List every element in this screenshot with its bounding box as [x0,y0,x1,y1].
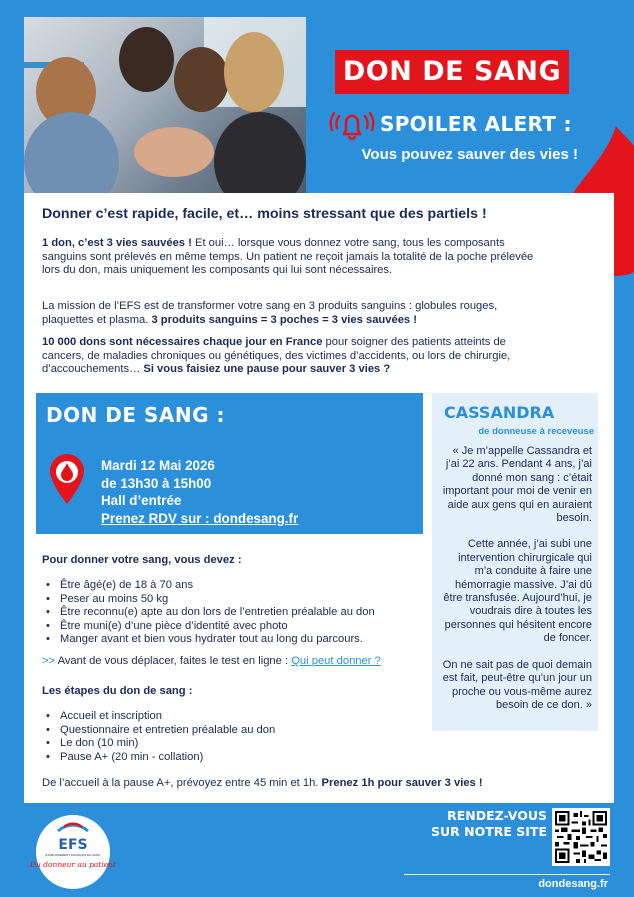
intro-p3-text: pour soigner des patients atteints de cancers, de maladies chroniques ou génétiques, des victimes d’accidents, ou lors de chirurgie, d’accouchements… [42,336,511,376]
intro-p3-bold: 10 000 dons sont nécessaires chaque jour en France [42,336,323,348]
list-item: • Être reconnu(e) apte au don lors de l’entretien préalable au don [46,606,375,620]
photo-person [224,32,284,112]
subtitle: Vous pouvez sauver des vies ! [361,146,578,163]
photo-person [174,47,229,112]
list-item: • Manger avant et bien vous hydrater tout au long du parcours. [46,633,375,647]
testimonial-quote [442,445,592,725]
qr-code[interactable] [552,808,610,866]
intro-paragraph-2 [42,300,542,327]
testimonial-box [432,393,598,731]
photo-hands [134,127,214,177]
quote-paragraph: Cette année, j’ai subi une intervention chirurgicale qui m’a conduite à faire une hémorragie massive. J’ai dû être transfusée. Aujourd’hui, je voudrais dire à toutes les personnes qui hésitent encore de foncer. [443,538,592,645]
intro-p3-bold-end: Si vous faisiez une pause pour sauver 3 vies ? [143,363,391,376]
efs-logo-small: ÉTABLISSEMENT FRANÇAIS DU SANG [45,853,101,857]
intro-p2-text: La mission de l’EFS est de transformer votre sang en 3 produits sanguins : globules rouges, plaquettes et plasma. [42,300,498,326]
students-photo [24,17,306,194]
intro-paragraph-1 [42,237,542,278]
list-item: • Questionnaire et entretien préalable au don [46,724,275,738]
alarm-bell-icon [330,108,374,140]
page-title: DON DE SANG [335,50,569,94]
event-time: de 13h30 à 15h00 [101,475,212,491]
intro-paragraph-3 [42,336,542,377]
online-test-line [42,655,381,667]
duration-text: De l’accueil à la pause A+, prévoyez entre 45 min et 1h. [42,777,322,789]
list-item: • Être âgé(e) de 18 à 70 ans [46,579,375,593]
quote-paragraph: « Je m’appelle Cassandra et j’ai 22 ans. Pendant 4 ans, j’ai donné mon sang : c’était important pour moi de venir en aide aux gens qui en auraient besoin. [442,445,592,525]
requirements-list [46,579,375,647]
efs-logo-graphic [29,815,117,889]
location-pin-icon [48,453,86,505]
list-item: • Peser au moins 50 kg [46,593,375,607]
testimonial-role: de donneuse à receveuse [478,426,594,437]
intro-p2-bold: 3 produits sanguins = 3 poches = 3 vies sauvées ! [151,313,417,326]
online-test-text: Avant de vous déplacer, faites le test en ligne : [55,655,292,667]
double-arrow-icon: >> [42,655,56,667]
intro-p1-text: Et oui… lorsque vous donnez votre sang, tous les composants sanguins sont prélevés en même temps. Un patient ne reçoit jamais la totalité de la poche prélevée lors du don, mais uniquement les composants qui lui sont nécessaires. [42,237,534,277]
event-info [101,457,298,527]
spoiler-alert [330,108,590,140]
requirements-title: Pour donner votre sang, vous devez : [42,554,242,566]
efs-logo [29,815,117,889]
content-panel [24,193,614,803]
site-link[interactable]: dondesang.fr [538,878,608,890]
steps-list [46,710,275,764]
list-item: • Pause A+ (20 min - collation) [46,751,275,765]
efs-logo-letters: EFS [58,837,88,853]
steps-title: Les étapes du don de sang : [42,685,193,697]
intro-p1-bold: 1 don, c’est 3 vies sauvées ! [42,237,192,249]
intro-headline: Donner c’est rapide, facile, et… moins stressant que des partiels ! [42,206,487,222]
rdv-link[interactable]: Prenez RDV sur : dondesang.fr [101,510,299,526]
qr-code-graphic [555,811,607,863]
event-date: Mardi 12 Mai 2026 [101,458,215,473]
duration-bold: Prenez 1h pour sauver 3 vies ! [321,777,483,789]
event-box [36,393,423,534]
testimonial-name: CASSANDRA [444,403,555,422]
visit-site-line-1: RENDEZ-VOUS [447,808,547,823]
duration-line [42,777,602,789]
visit-site-line-2: SUR NOTRE SITE [431,824,547,839]
efs-logo-tagline: Du donneur au patient [29,860,117,869]
photo-person [119,27,174,92]
list-item: • Être muni(e) d’une pièce d’identité avec photo [46,620,375,634]
event-place: Hall d’entrée [101,493,182,508]
event-heading: DON DE SANG : [46,403,226,427]
eligibility-test-link[interactable]: Qui peut donner ? [291,655,381,667]
list-item: • Accueil et inscription [46,710,275,724]
visit-site-callout [425,808,547,840]
footer-divider [404,874,610,875]
list-item: • Le don (10 min) [46,737,275,751]
spoiler-text: SPOILER ALERT : [380,112,572,136]
quote-paragraph: On ne sait pas de quoi demain est fait, peut-être qu’un jour un proche ou vous-même aurez besoin de ce don. » [442,658,592,711]
